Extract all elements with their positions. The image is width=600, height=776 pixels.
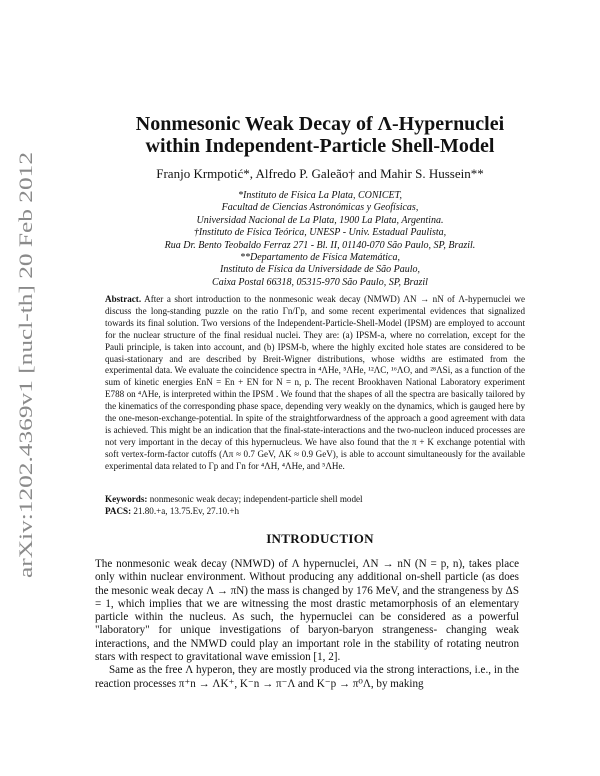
pacs-label: PACS: <box>105 505 132 516</box>
affiliation-line: Facultad de Ciencias Astronómicas y Geofísicas, <box>221 202 419 214</box>
arxiv-stamp-text: arXiv:1202.4369v1 [nucl-th] 20 Feb 2012 <box>16 258 37 578</box>
affiliation-line: Instituto de Física da Universidade de São Paulo, <box>220 264 420 276</box>
abstract-text: After a short introduction to the nonmesonic weak decay (NMWD) ΛN → nN of Λ-hypernuclei we discuss the long-standing puzzle on the ratio Γn/Γp, and some recent experimental evidences that signalized towards its final solution. Two versions of the Independent-Particle-Shell-Model (IPSM) are employed to account for the nuclear structure of the final residual nuclei. They are: (a) IPSM-a, where no correlation, except for the Pauli principle, is taken into account, and (b) IPSM-b, where the highly excited hole states are considered to be quasi-stationary and are described by Breit-Wigner distributions, whose widths are estimated from the experimental data. We evaluate the coincidence spectra in ⁴ΛHe, ⁵ΛHe, ¹²ΛC, ¹⁶ΛO, and ²⁸ΛSi, as a function of the sum of kinetic energies EnN = En + EN for N = n, p. The recent Brookhaven National Laboratory experiment E788 on ⁴ΛHe, is interpreted within the IPSM . We found that the shapes of all the spectra are basically tailored by the kinematics of the corresponding phase space, depending very weakly on the dynamics, which is gauged here by the one-meson-exchange-potential. In spite of the straightforwardness of the approach a good agreement with data is achieved. This might be an indication that the final-state-interactions and the two-nucleon induced processes are not very important in the decay of this hypernucleus. We have also found that the π + K exchange potential with soft vertex-form-factor cutoffs (Λπ ≈ 0.7 GeV, ΛK ≈ 0.9 GeV), is able to account simultaneously for the available experimental data related to Γp and Γn for ⁴ΛH, ⁴ΛHe, and ⁵ΛHe. <box>105 294 525 471</box>
affiliation-line: **Departamento de Física Matemática, <box>240 252 400 264</box>
affiliation-line: Rua Dr. Bento Teobaldo Ferraz 271 - Bl. II, 01140-070 São Paulo, SP, Brazil. <box>164 239 476 251</box>
title-line-2: within Independent-Particle Shell-Model <box>145 135 495 157</box>
paragraph: The nonmesonic weak decay (NMWD) of Λ hypernuclei, ΛN → nN (N = p, n), takes place only within nuclear environment. Without producing any additional on-shell particle (as does the mesonic weak decay Λ → πN) the mass is changed by 176 MeV, and the strangeness by ΔS = 1, which implies that we are witnessing the most drastic metamorphosis of an elementary particle within the nucleus. As such, the hypernuclei can be considered as a powerful "laboratory" for unique investigations of baryon-baryon strangeness- changing weak interactions, and the NMWD could play an important role in the stability of rotating neutron stars with respect to gravitational wave emission [1, 2]. <box>95 558 519 664</box>
keywords-block <box>105 494 525 517</box>
affiliation-line: *Instituto de Física La Plata, CONICET, <box>238 190 402 201</box>
paper-title <box>70 113 570 157</box>
abstract-block <box>105 294 525 473</box>
paragraph: Same as the free Λ hyperon, they are mostly produced via the strong interactions, i.e., in the reaction processes π⁺n → ΛK⁺, K⁻n → π⁻Λ and K⁻p → π⁰Λ, by making <box>95 664 519 690</box>
keywords-label: Keywords: <box>105 494 148 504</box>
keywords-text: nonmesonic weak decay; independent-particle shell model <box>149 494 363 504</box>
author-list: Franjo Krmpotić*, Alfredo P. Galeão† and Mahir S. Hussein** <box>156 166 484 181</box>
arxiv-identifier-stamp <box>8 150 42 580</box>
section-heading-introduction: INTRODUCTION <box>266 531 374 546</box>
title-line-1: Nonmesonic Weak Decay of Λ-Hypernuclei <box>135 113 505 135</box>
affiliation-line: Universidad Nacional de La Plata, 1900 La Plata, Argentina. <box>196 214 444 226</box>
pacs-text: 21.80.+a, 13.75.Ev, 27.10.+h <box>133 505 240 516</box>
affiliation-line: †Instituto de Física Teórica, UNESP - Univ. Estadual Paulista, <box>193 227 447 239</box>
introduction-body <box>95 558 519 691</box>
affiliation-line: Caixa Postal 66318, 05315-970 São Paulo, SP, Brazil <box>212 276 428 288</box>
affiliations-block <box>70 190 570 289</box>
abstract-label: Abstract. <box>105 294 142 304</box>
